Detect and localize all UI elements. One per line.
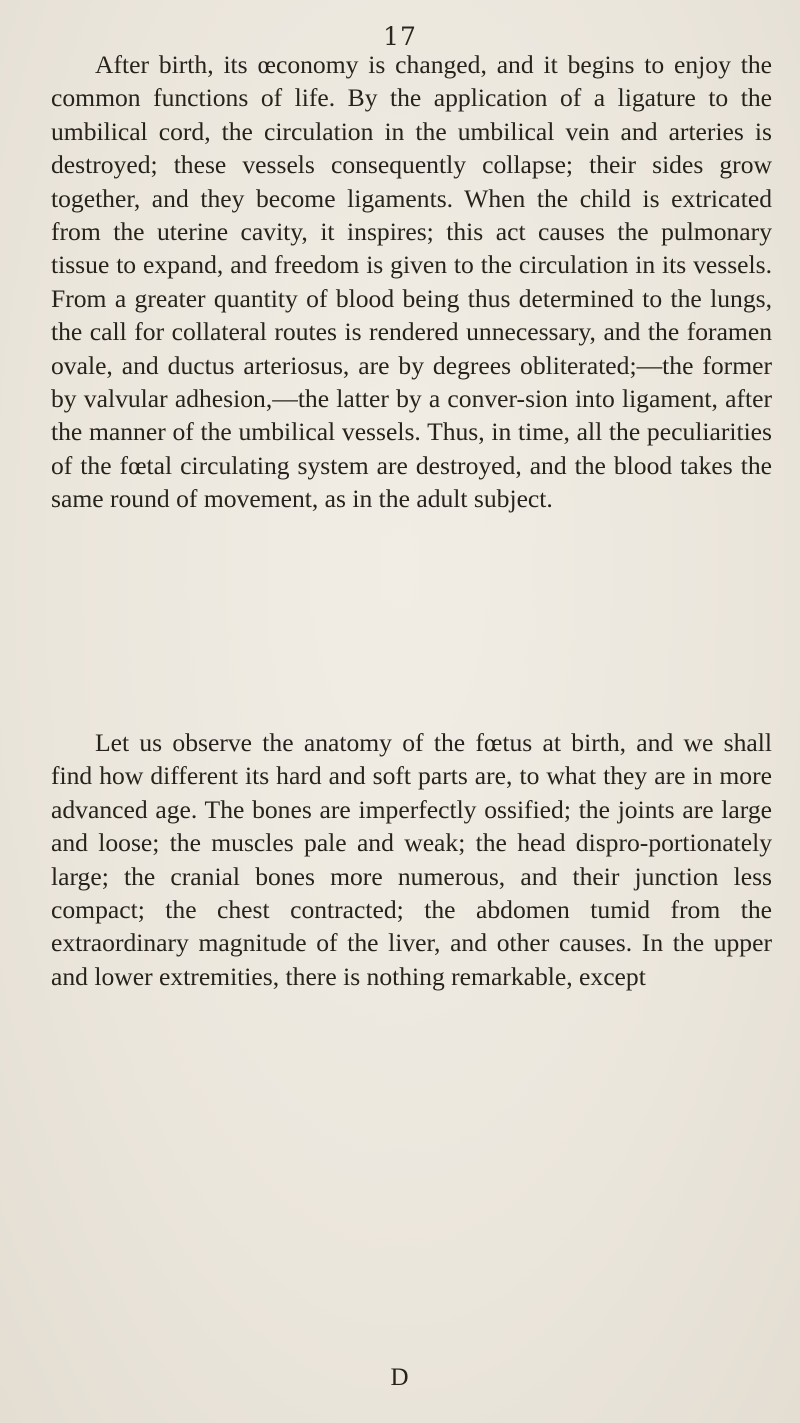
paragraph-1: After birth, its œconomy is changed, and it begins to enjoy the common functions of life. By the application of a ligature to the umbilical cord, the circulation in the umbilical vein and arteries is destroyed; these vessels consequently collapse; their sides grow together, and they become ligaments. When the child is extricated from the uterine cavity, it inspires; this act causes the pulmonary tissue to expand, and freedom is given to the circulation in its vessels. From a greater quantity of blood being thus determined to the lungs, the call for collateral routes is rendered unnecessary, and the foramen ovale, and ductus arteriosus, are by degrees obliterated;—the former by valvular adhesion,—the latter by a conver-sion into ligament, after the manner of the umbilical vessels. Thus, in time, all the peculiarities of the fœtal circulating system are destroyed, and the blood takes the same round of movement, as in the adult subject. bbox=[51, 50, 772, 514]
page-number: 17 bbox=[383, 22, 417, 51]
paragraph-2: Let us observe the anatomy of the fœtus at birth, and we shall find how different its hard and soft parts are, to what they are in more advanced age. The bones are imperfectly ossified; the joints are large and loose; the muscles pale and weak; the head dispro-portionately large; the cranial bones more numerous, and their junction less compact; the chest contracted; the abdomen tumid from the extraordinary magnitude of the liver, and other causes. In the upper and lower extremities, there is nothing remarkable, except bbox=[51, 728, 772, 991]
paragraph-2-block bbox=[51, 726, 772, 993]
paragraph-1-block bbox=[51, 48, 772, 516]
signature-mark: D bbox=[390, 1364, 410, 1391]
